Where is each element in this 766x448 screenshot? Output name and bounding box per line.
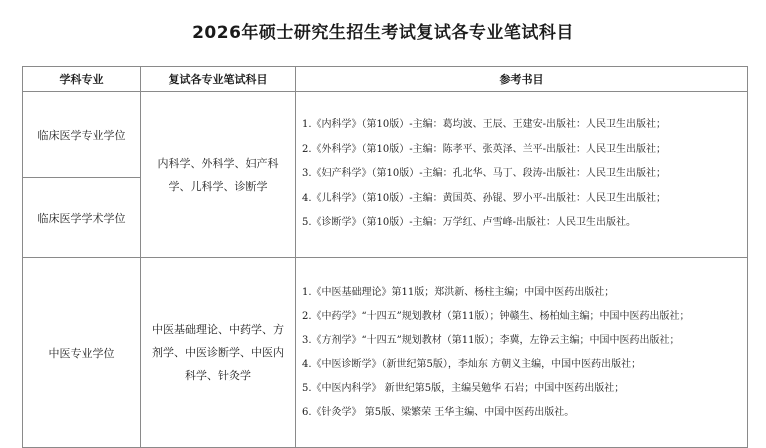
subjects-cell-clinical: 内科学、外科学、妇产科学、儿科学、诊断学 <box>141 92 296 258</box>
major-cell-clinical-academic: 临床医学学术学位 <box>23 178 141 258</box>
reference-item: 3.《妇产科学》（第10版）-主编：孔北华、马丁、段涛-出版社：人民卫生出版社； <box>302 168 667 180</box>
header-subjects: 复试各专业笔试科目 <box>141 67 296 92</box>
table-row <box>23 258 748 448</box>
major-cell-tcm: 中医专业学位 <box>23 258 141 448</box>
page-title: 2026年硕士研究生招生考试复试各专业笔试科目 <box>192 23 574 43</box>
references-cell-tcm <box>296 258 748 448</box>
reference-item: 2.《外科学》（第10版）-主编：陈孝平、张英泽、兰平-出版社：人民卫生出版社； <box>302 143 667 155</box>
reference-item: 6.《针灸学》 第5版、梁繁荣 王华主编、中国中医药出版社。 <box>302 406 575 418</box>
reference-item: 3.《方剂学》“十四五”规划教材（第11版）；李冀，左铮云主编；中国中医药出版社； <box>302 334 680 346</box>
reference-item: 1.《中医基础理论》第11版；郑洪新、杨柱主编；中国中医药出版社； <box>302 286 615 298</box>
reference-item: 4.《儿科学》（第10版）-主编：黄国英、孙锟、罗小平-出版社：人民卫生出版社； <box>302 192 667 204</box>
reference-item: 5.《中医内科学》 新世纪第5版，主编吴勉华 石岩；中国中医药出版社； <box>302 382 625 394</box>
subjects-cell-tcm: 中医基础理论、中药学、方剂学、中医诊断学、中医内科学、针灸学 <box>141 258 296 448</box>
references-cell-clinical <box>296 92 748 258</box>
reference-item: 1.《内科学》（第10版）-主编：葛均波、王辰、王建安-出版社：人民卫生出版社； <box>302 119 667 131</box>
table-header-row <box>23 67 748 92</box>
reference-item: 2.《中药学》“十四五”规划教材（第11版）；钟赣生、杨柏灿主编；中国中医药出版社； <box>302 310 690 322</box>
reference-item: 4.《中医诊断学》（新世纪第5版），李灿东 方朝义主编，中国中医药出版社； <box>302 358 642 370</box>
header-references: 参考书目 <box>296 67 748 92</box>
reference-item: 5.《诊断学》（第10版）-主编：万学红、卢雪峰-出版社：人民卫生出版社。 <box>302 217 637 229</box>
major-cell-clinical-professional: 临床医学专业学位 <box>23 92 141 178</box>
exam-subjects-table <box>22 66 748 448</box>
header-major: 学科专业 <box>23 67 141 92</box>
table-row <box>23 92 748 178</box>
